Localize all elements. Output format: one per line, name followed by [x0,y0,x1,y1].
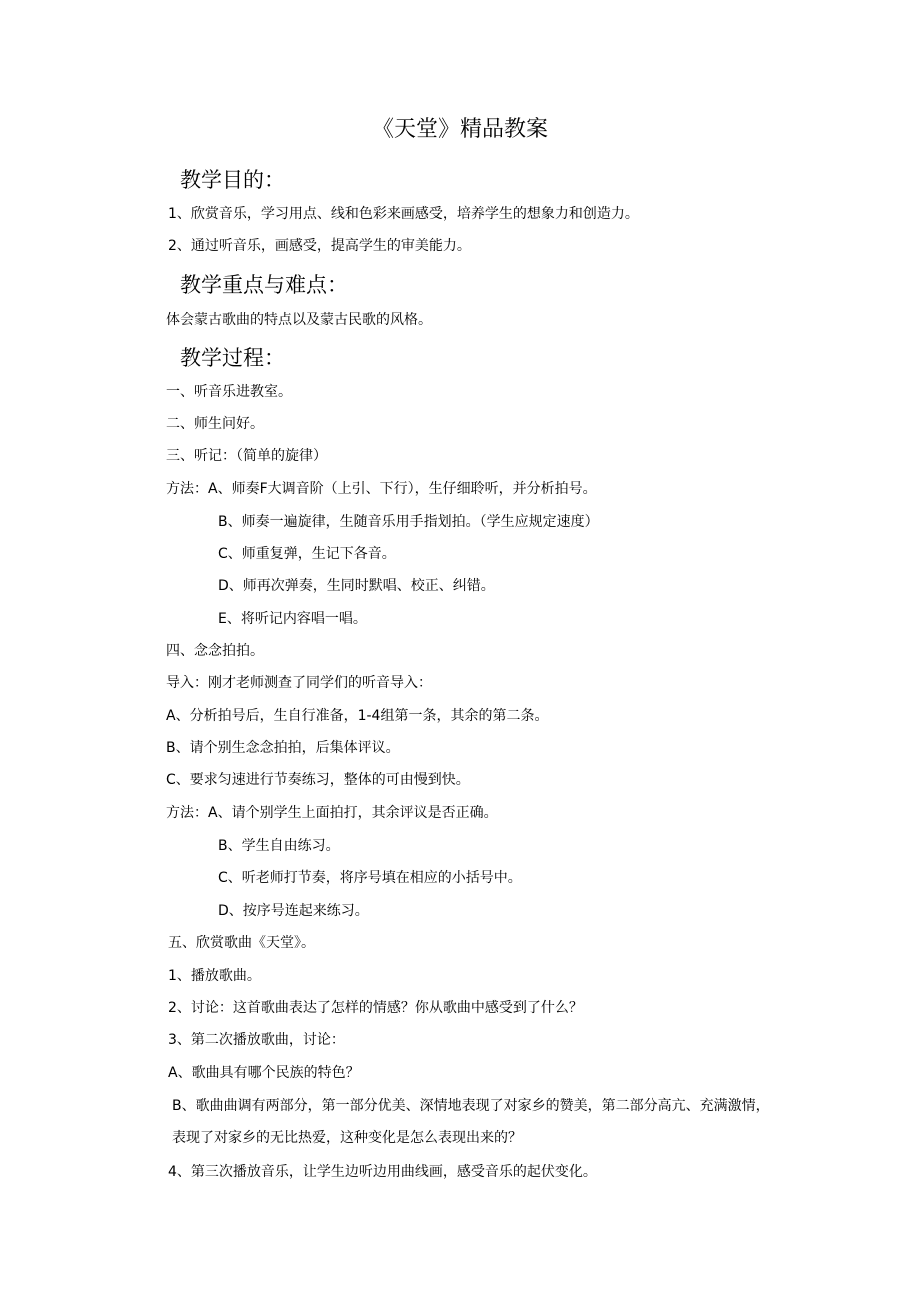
process-line: 五、欣赏歌曲《天堂》。 [168,935,315,951]
process-line: B、学生自由练习。 [218,838,340,854]
objective-item-2: 2、通过听音乐，画感受，提高学生的审美能力。 [168,238,471,254]
process-line: 一、听音乐进教室。 [166,384,292,400]
process-line: D、师再次弹奏，生同时默唱、校正、纠错。 [218,578,495,594]
process-line: B、歌曲曲调有两部分，第一部分优美、深情地表现了对家乡的赞美，第二部分高亢、充满激情，表现了对家乡的无比热爱，这种变化是怎么表现出来的？ [172,1098,770,1146]
process-line: 三、听记：（简单的旋律） [166,448,327,464]
process-line: A、分析拍号后，生自行准备，1-4组第一条，其余的第二条。 [166,708,549,724]
process-line: C、师重复弹，生记下各音。 [218,546,396,562]
process-line: 导入：刚才老师测查了同学们的听音导入： [166,675,432,691]
objective-item-1: 1、欣赏音乐，学习用点、线和色彩来画感受，培养学生的想象力和创造力。 [168,206,639,222]
process-line: 2、讨论：这首歌曲表达了怎样的情感？你从歌曲中感受到了什么？ [168,1000,583,1016]
process-line: C、要求匀速进行节奏练习，整体的可由慢到快。 [166,772,470,788]
process-line: C、听老师打节奏，将序号填在相应的小括号中。 [218,870,522,886]
process-line: D、按序号连起来练习。 [218,903,369,919]
process-line: 方法：A、请个别学生上面拍打，其余评议是否正确。 [166,805,498,821]
process-line: 二、师生问好。 [166,416,264,432]
process-line: B、请个别生念念拍拍，后集体评议。 [166,740,400,756]
process-line: 4、第三次播放音乐，让学生边听边用曲线画，感受音乐的起伏变化。 [168,1164,597,1180]
process-line: 四、念念拍拍。 [166,643,264,659]
process-paragraph [140,1090,780,1154]
document-title: 《天堂》精品教案 [371,117,548,142]
process-line: A、歌曲具有哪个民族的特色？ [168,1065,360,1081]
process-line: B、师奏一遍旋律，生随音乐用手指划拍。（学生应规定速度） [218,514,599,530]
process-line: 方法：A、师奏F大调音阶（上引、下行），生仔细聆听，并分析拍号。 [166,481,597,497]
key-points-text: 体会蒙古歌曲的特点以及蒙古民歌的风格。 [166,312,432,328]
process-heading: 教学过程： [180,346,285,370]
objectives-heading: 教学目的： [180,168,285,192]
process-line: 3、第二次播放歌曲，讨论： [168,1032,345,1048]
key-points-heading: 教学重点与难点： [180,273,348,297]
process-line: 1、播放歌曲。 [168,968,261,984]
process-line: E、将听记内容唱一唱。 [218,611,367,627]
